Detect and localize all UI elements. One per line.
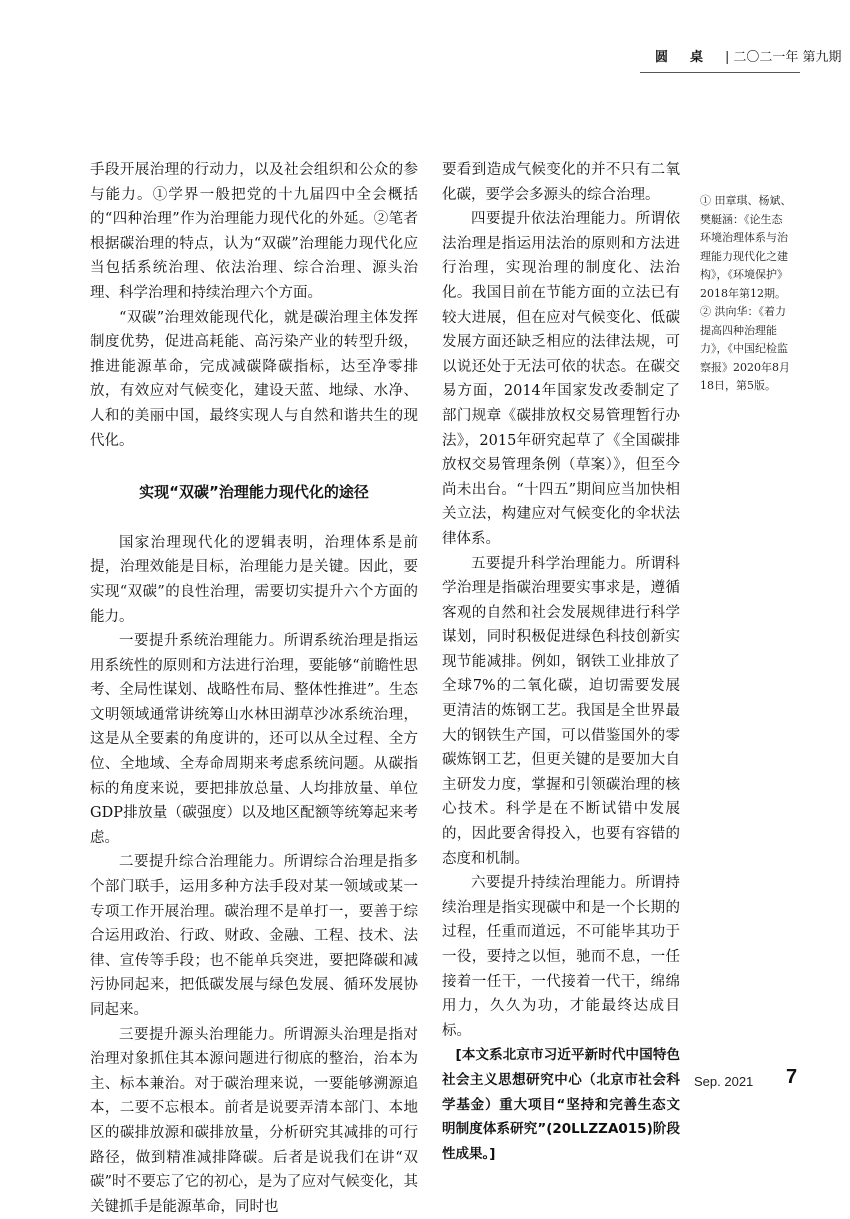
footnotes xyxy=(700,192,792,396)
page-number: 7 xyxy=(786,1066,798,1088)
footnote-2: ② 洪向华：《着力提高四种治理能力》，《中国纪检监察报》2020年8月18日，第5版。 xyxy=(700,305,790,392)
paragraph: 四要提升依法治理能力。所谓依法治理是指运用法治的原则和方法进行治理，实现治理的制度化、法治化。我国目前在节能方面的立法已有较大进展，但在应对气候变化、低碳发展方面还缺乏相应的法律法规，可以说还处于无法可依的状态。在碳交易方面，2014年国家发改委制定了部门规章《碳排放权交易管理暂行办法》，2015年研究起草了《全国碳排放权交易管理条例（草案）》，但至今尚未出台。“十四五”期间应当加快相关立法，构建应对气候变化的伞状法律体系。 xyxy=(442,211,680,547)
issue-label: 二〇二一年 第九期 xyxy=(733,50,842,65)
paragraph: “双碳”治理效能现代化，就是碳治理主体发挥制度优势，促进高耗能、高污染产业的转型升级，推进能源革命，完成减碳降碳指标，达至净零排放，有效应对气候变化，建设天蓝、地绿、水净、人和的美丽中国，最终实现人与自然和谐共生的现代化。 xyxy=(90,309,418,449)
footnote-1: ① 田章琪、杨斌、樊艇涵：《论生态环境治理体系与治理能力现代化之建构》，《环境保护》2018年第12期。 xyxy=(700,194,792,300)
right-column xyxy=(442,158,680,1166)
section-heading: 实现“双碳”治理能力现代化的途径 xyxy=(139,483,369,502)
footer-date: Sep. 2021 xyxy=(694,1074,754,1089)
header-separator: | xyxy=(725,50,730,65)
left-column xyxy=(90,158,418,1219)
header-rule xyxy=(640,72,800,73)
funding-note: [本文系北京市习近平新时代中国特色社会主义思想研究中心（北京市社会科学基金）重大项目“坚持和完善生态文明制度体系研究”(20LLZZA015)阶段性成果。] xyxy=(442,1047,680,1162)
paragraph: 国家治理现代化的逻辑表明，治理体系是前提，治理效能是目标，治理能力是关键。因此，要实现“双碳”的良性治理，需要切实提升六个方面的能力。 xyxy=(90,534,418,625)
paragraph: 一要提升系统治理能力。所谓系统治理是指运用系统性的原则和方法进行治理，要能够“前瞻性思考、全局性谋划、战略性布局、整体性推进”。生态文明领域通常讲统筹山水林田湖草沙冰系统治理，这是从全要素的角度讲的，还可以从全过程、全方位、全地域、全寿命周期来考虑系统问题。从碳指标的角度来说，要把排放总量、人均排放量、单位GDP排放量（碳强度）以及地区配额等统筹起来考虑。 xyxy=(90,633,418,846)
paragraph: 二要提升综合治理能力。所谓综合治理是指多个部门联手，运用多种方法手段对某一领域或某一专项工作开展治理。碳治理不是单打一，要善于综合运用政治、行政、财政、金融、工程、技术、法律、宣传等手段；也不能单兵突进，要把降碳和减污协同起来，把低碳发展与绿色发展、循环发展协同起来。 xyxy=(90,854,418,1018)
paragraph: 手段开展治理的行动力，以及社会组织和公众的参与能力。①学界一般把党的十九届四中全会概括的“四种治理”作为治理能力现代化的外延。②笔者根据碳治理的特点，认为“双碳”治理能力现代化应当包括系统治理、依法治理、综合治理、源头治理、科学治理和持续治理六个方面。 xyxy=(90,162,418,301)
journal-name: 圆桌 xyxy=(655,50,726,65)
paragraph: 三要提升源头治理能力。所谓源头治理是指对治理对象抓住其本源问题进行彻底的整治，治本为主、标本兼治。对于碳治理来说，一要能够溯源追本，二要不忘根本。前者是说要弄清本部门、本地区的碳排放源和碳排放量，分析研究其减排的可行路径，做到精准减排降碳。后者是说我们在讲“双碳”时不要忘了它的初心，是为了应对气候变化，其关键抓手是能源革命，同时也 xyxy=(90,1026,418,1215)
paragraph: 六要提升持续治理能力。所谓持续治理是指实现碳中和是一个长期的过程，任重而道远，不可能毕其功于一役，要持之以恒，驰而不息，一任接着一任干，一代接着一代干，绵绵用力，久久为功，才能最终达成目标。 xyxy=(442,875,680,1039)
running-header xyxy=(655,46,842,65)
paragraph: 五要提升科学治理能力。所谓科学治理是指碳治理要实事求是，遵循客观的自然和社会发展规律进行科学谋划，同时积极促进绿色科技创新实现节能减排。例如，钢铁工业排放了全球7%的二氧化碳，迫切需要发展更清洁的炼钢工艺。我国是全世界最大的钢铁生产国，可以借鉴国外的零碳炼钢工艺，但更关键的是要加大自主研发力度，掌握和引领碳治理的核心技术。科学是在不断试错中发展的，因此要舍得投入，也要有容错的态度和机制。 xyxy=(442,555,680,867)
paragraph: 要看到造成气候变化的并不只有二氧化碳，要学会多源头的综合治理。 xyxy=(442,162,680,203)
